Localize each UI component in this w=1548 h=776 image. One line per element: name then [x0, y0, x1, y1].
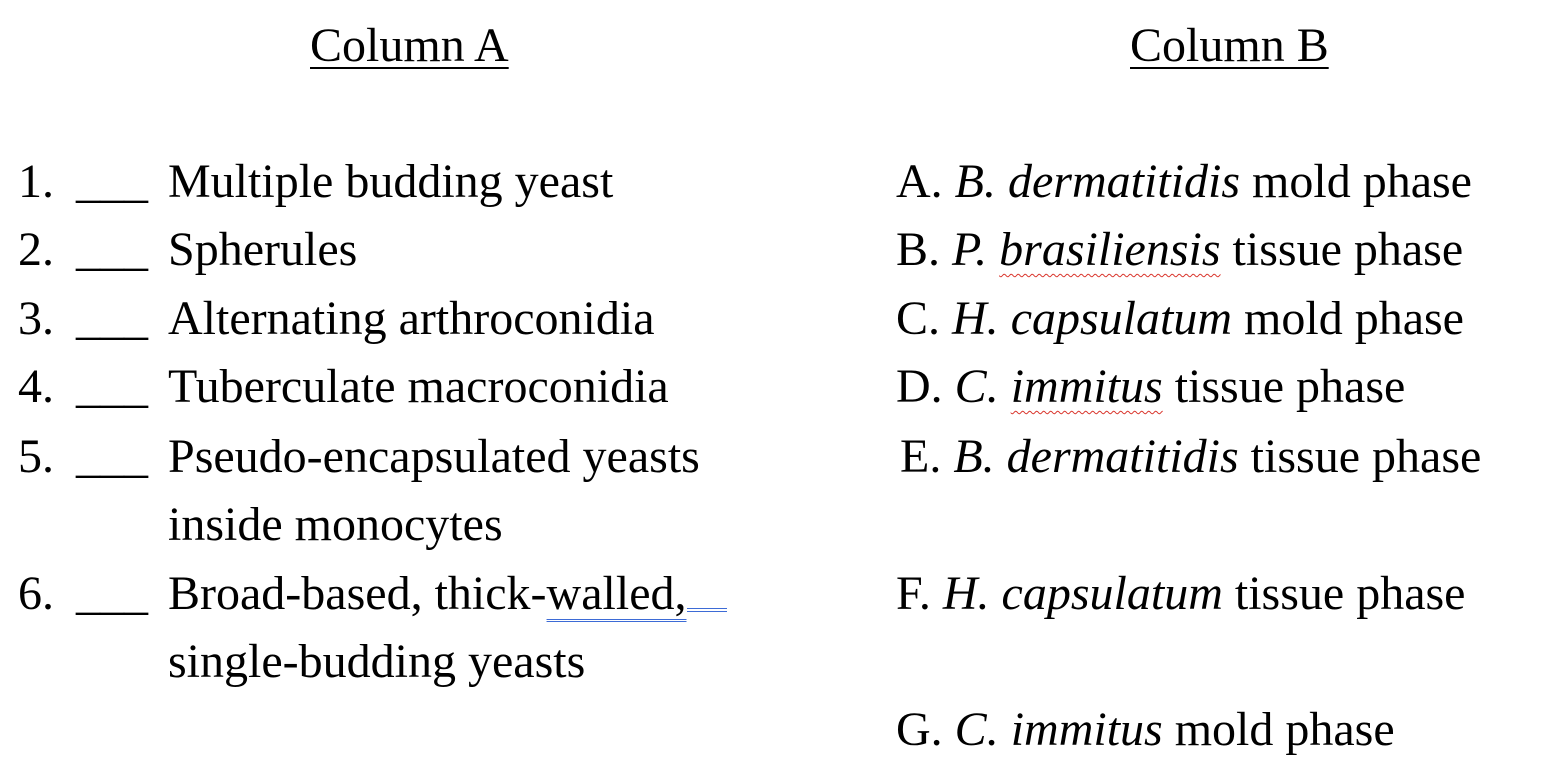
answer-blank[interactable]: ___ [76, 155, 148, 208]
option-letter: C. [896, 292, 941, 345]
column-b-option-f [896, 560, 1465, 628]
item-number: 1. [18, 155, 54, 208]
item-number: 3. [18, 292, 54, 345]
column-b-option-c [896, 285, 1464, 353]
column-b-option-d [896, 353, 1405, 421]
item-text-pre: Broad-based, thick- [168, 567, 547, 620]
column-b-option-a [896, 148, 1472, 216]
column-b-option-g [896, 696, 1395, 764]
item-number: 6. [18, 567, 54, 620]
option-letter: D. [896, 360, 943, 413]
genus: H. [952, 292, 999, 345]
phase: tissue phase [1232, 223, 1464, 276]
genus: B. [953, 430, 995, 483]
species: capsulatum [1010, 292, 1233, 345]
genus: H. [942, 567, 990, 620]
item-text: Spherules [168, 223, 358, 276]
genus: C. [954, 703, 999, 756]
species: capsulatum [1001, 567, 1223, 620]
spellcheck-flagged-species[interactable]: immitus [1010, 360, 1163, 413]
genus: P. [952, 223, 988, 276]
option-letter: F. [896, 567, 931, 620]
item-text-continuation: inside monocytes [168, 498, 503, 551]
option-letter: B. [896, 223, 941, 276]
species: dermatitidis [1006, 430, 1239, 483]
item-text [168, 560, 727, 628]
spellcheck-flagged-species[interactable]: brasiliensis [999, 223, 1221, 276]
column-a-heading: Column A [310, 19, 509, 72]
phase: mold phase [1174, 703, 1395, 756]
item-number: 5. [18, 430, 54, 483]
option-letter: G. [896, 703, 943, 756]
phase: tissue phase [1250, 430, 1482, 483]
item-number: 2. [18, 223, 54, 276]
answer-blank[interactable]: ___ [76, 360, 148, 413]
item-text: Multiple budding yeast [168, 155, 614, 208]
species: dermatitidis [1008, 155, 1241, 208]
answer-blank[interactable]: ___ [76, 223, 148, 276]
option-letter: A. [896, 155, 943, 208]
option-letter: E. [900, 430, 942, 483]
species: immitus [1010, 703, 1163, 756]
column-b-option-e [900, 423, 1481, 491]
item-text: Tuberculate macroconidia [168, 360, 669, 413]
item-text: Pseudo-encapsulated yeasts [168, 430, 700, 483]
column-b-heading: Column B [1130, 19, 1329, 72]
genus: C. [954, 360, 999, 413]
grammar-flag-underline [687, 560, 727, 612]
item-text: Alternating arthroconidia [168, 292, 655, 345]
phase: mold phase [1252, 155, 1472, 208]
grammar-flag-word[interactable]: walled, [546, 567, 687, 620]
item-number: 4. [18, 360, 54, 413]
phase: tissue phase [1234, 567, 1466, 620]
answer-blank[interactable]: ___ [76, 567, 148, 620]
column-b-option-b [896, 216, 1463, 284]
phase: mold phase [1244, 292, 1464, 345]
phase: tissue phase [1174, 360, 1406, 413]
genus: B. [954, 155, 996, 208]
answer-blank[interactable]: ___ [76, 430, 148, 483]
answer-blank[interactable]: ___ [76, 292, 148, 345]
item-text-continuation: single-budding yeasts [168, 635, 586, 688]
